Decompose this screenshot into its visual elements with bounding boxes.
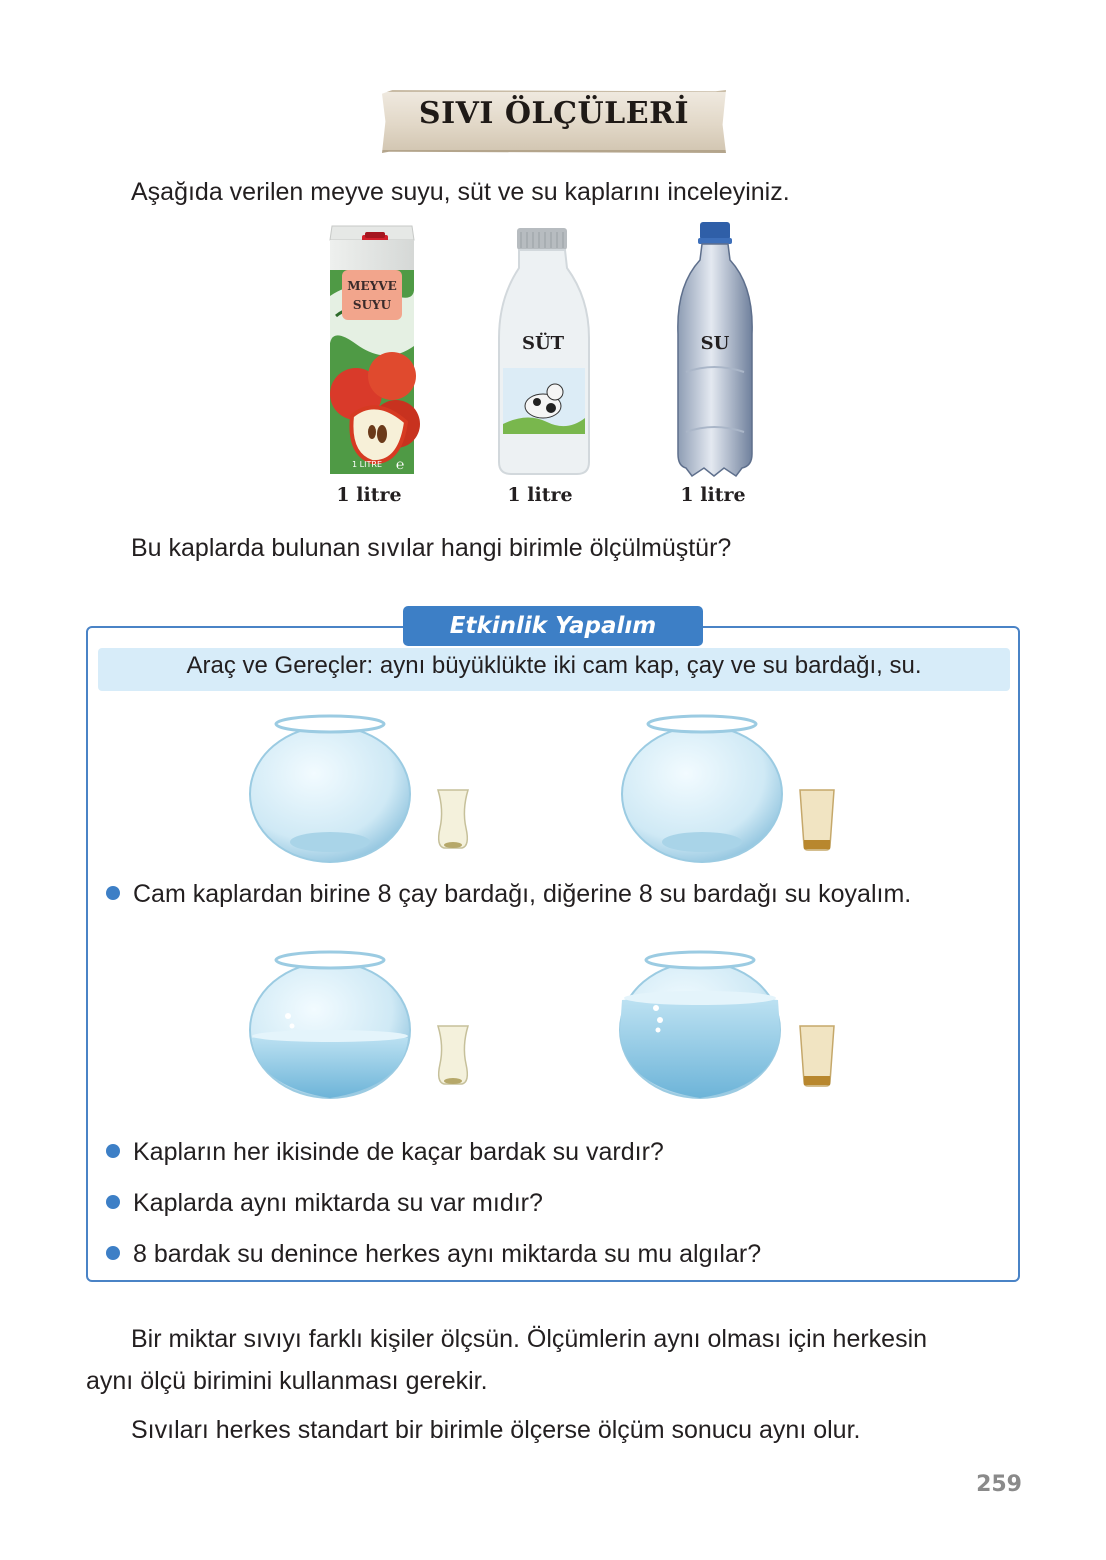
juice-carton-icon	[326, 226, 418, 476]
conclusion-line-1: Bir miktar sıvıyı farklı kişiler ölçsün. Ölçümlerin aynı olması için herkesin	[131, 1325, 928, 1353]
conclusion-line-2: aynı ölçü birimini kullanması gerekir.	[86, 1367, 488, 1395]
water-caption: 1 litre	[680, 484, 746, 506]
bullet-icon	[106, 1246, 120, 1260]
materials-text: Araç ve Gereçler: aynı büyüklükte iki cam kap, çay ve su bardağı, su.	[186, 652, 922, 679]
empty-glass-bowl-icon-2	[620, 714, 784, 864]
water-glass-icon-2	[798, 1024, 836, 1088]
estimated-sign: ℮	[396, 457, 405, 473]
page-number: 259	[976, 1472, 1022, 1497]
water-bottle-icon	[676, 222, 754, 478]
empty-glass-bowl-icon	[248, 714, 412, 864]
activity-question-1	[106, 1136, 664, 1168]
activity-question-3-text: 8 bardak su denince herkes aynı miktarda su mu algılar?	[133, 1240, 762, 1268]
bullet-icon	[106, 1195, 120, 1209]
page-title: SIVI ÖLÇÜLERİ	[418, 96, 690, 131]
activity-question-2	[106, 1187, 543, 1219]
step1-item	[106, 878, 911, 910]
water-label: SU	[700, 333, 730, 354]
activity-tag: Etkinlik Yapalım	[403, 606, 703, 646]
activity-question-1-text: Kapların her ikisinde de kaçar bardak su vardır?	[133, 1138, 664, 1166]
tea-water-bowl-icon	[248, 950, 412, 1102]
step1-text: Cam kaplardan birine 8 çay bardağı, diğerine 8 su bardağı su koyalım.	[133, 880, 912, 908]
activity-box	[86, 626, 1020, 1282]
milk-label: SÜT	[521, 333, 565, 354]
intro-text: Aşağıda verilen meyve suyu, süt ve su kaplarını inceleyiniz.	[131, 178, 790, 206]
milk-bottle-icon	[497, 228, 591, 476]
juice-volume-mark: 1 LITRE	[352, 460, 382, 469]
conclusion-2: Sıvıları herkes standart bir birimle ölçerse ölçüm sonucu aynı olur.	[131, 1416, 861, 1444]
bullet-icon	[106, 886, 120, 900]
bullet-icon	[106, 1144, 120, 1158]
glass-water-bowl-icon	[618, 950, 782, 1102]
question-text: Bu kaplarda bulunan sıvılar hangi birimle ölçülmüştür?	[131, 534, 732, 562]
tea-glass-icon-2	[436, 1024, 470, 1086]
water-glass-icon	[798, 788, 836, 852]
milk-caption: 1 litre	[507, 484, 573, 506]
activity-question-2-text: Kaplarda aynı miktarda su var mıdır?	[133, 1189, 543, 1217]
juice-label-word2: SUYU	[352, 298, 392, 312]
juice-caption: 1 litre	[336, 484, 402, 506]
juice-label-word1: MEYVE	[347, 279, 397, 293]
activity-question-3	[106, 1238, 761, 1270]
tea-glass-icon	[436, 788, 470, 850]
